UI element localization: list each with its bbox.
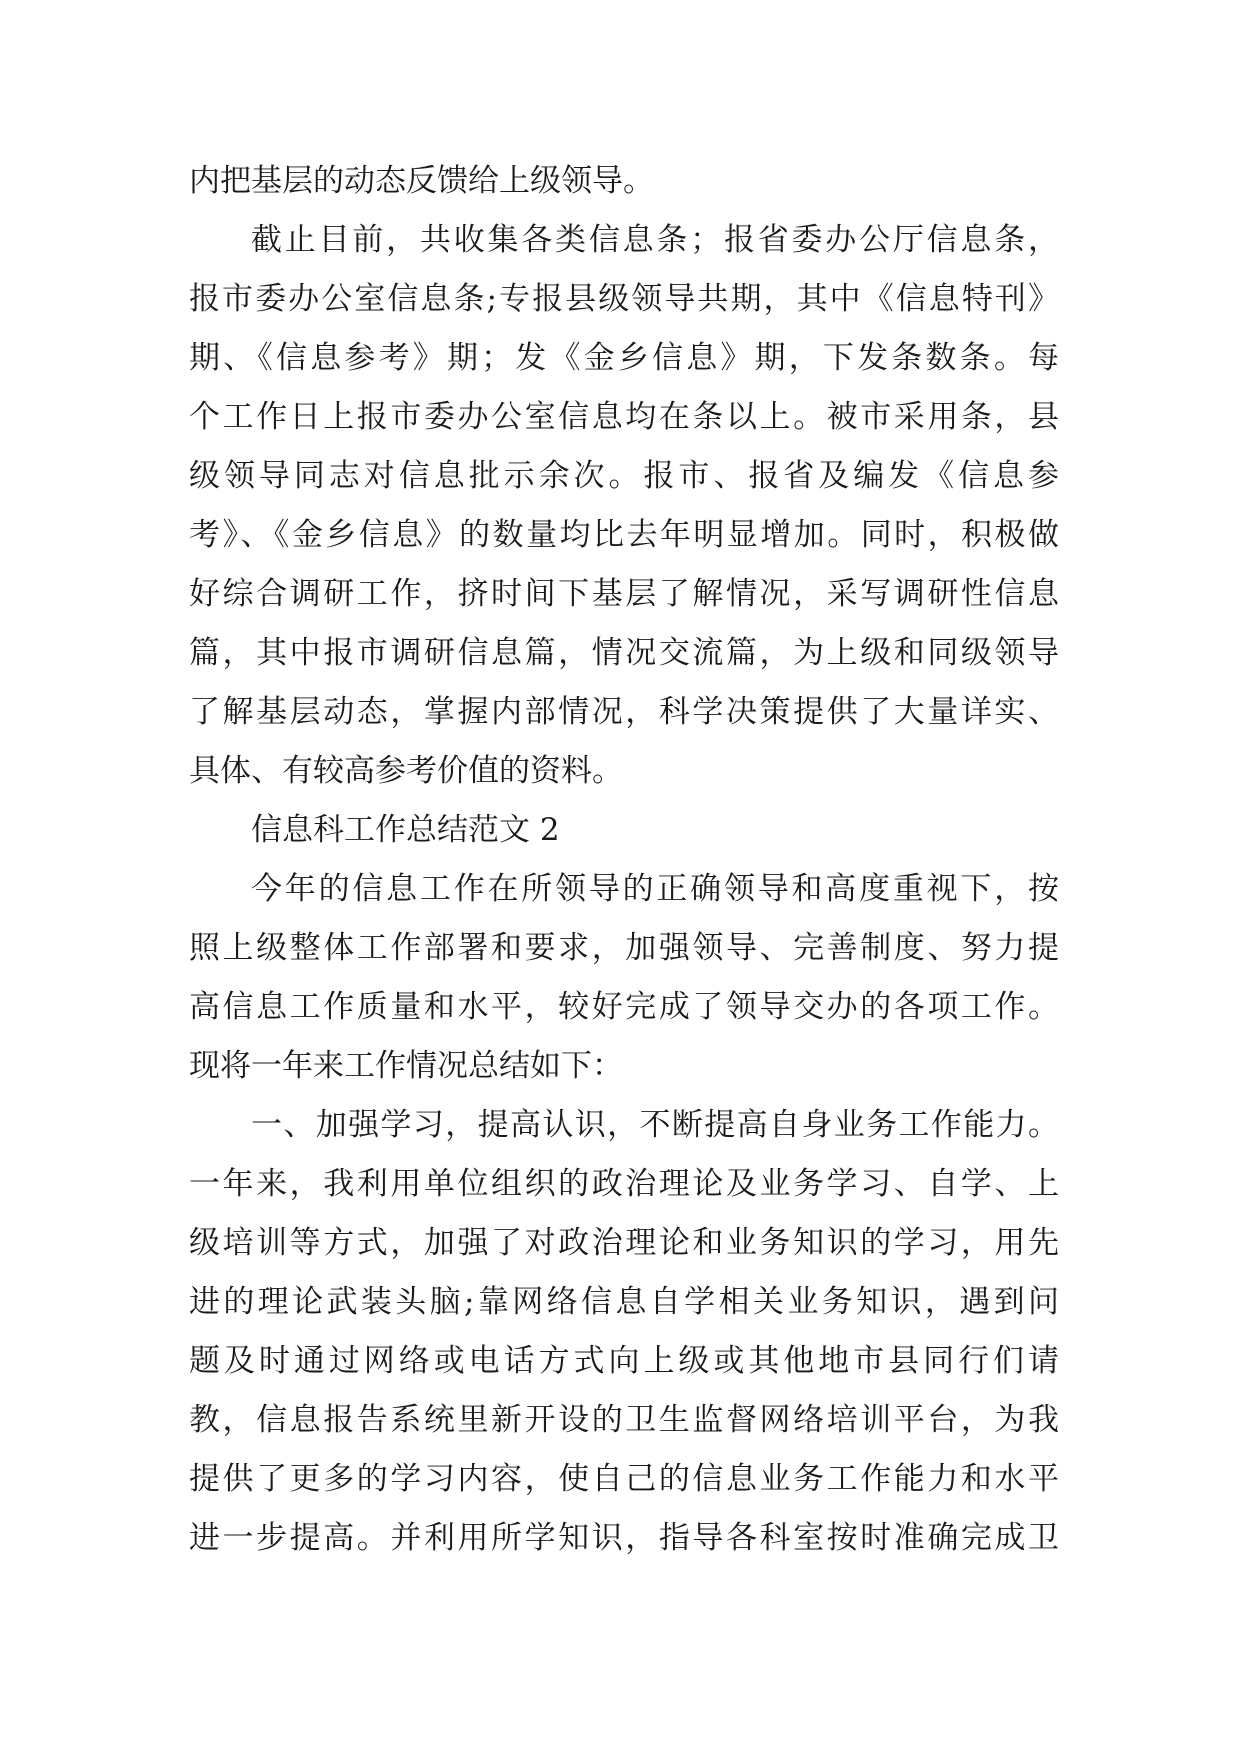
text-line: 个工作日上报市委办公室信息均在条以上。被市采用条，县: [189, 399, 1059, 435]
text-line: 进的理论武装头脑;靠网络信息自学相关业务知识，遇到问: [189, 1284, 1059, 1320]
text-line: 一、加强学习，提高认识，不断提高自身业务工作能力。: [251, 1107, 1059, 1143]
text-line: 信息科工作总结范文 2: [251, 812, 560, 848]
text-line: 进一步提高。并利用所学知识，指导各科室按时准确完成卫: [189, 1520, 1059, 1556]
text-line: 篇，其中报市调研信息篇，情况交流篇，为上级和同级领导: [189, 635, 1059, 671]
text-line: 照上级整体工作部署和要求，加强领导、完善制度、努力提: [189, 930, 1059, 966]
text-line: 现将一年来工作情况总结如下：: [189, 1048, 623, 1084]
document-body: [189, 152, 1059, 1568]
text-line: 题及时通过网络或电话方式向上级或其他地市县同行们请: [189, 1343, 1059, 1379]
text-line: 报市委办公室信息条;专报县级领导共期，其中《信息特刊》: [189, 281, 1059, 317]
text-line: 提供了更多的学习内容，使自己的信息业务工作能力和水平: [189, 1461, 1059, 1497]
text-line: 一年来，我利用单位组织的政治理论及业务学习、自学、上: [189, 1166, 1059, 1202]
text-line: 级培训等方式，加强了对政治理论和业务知识的学习，用先: [189, 1225, 1059, 1261]
text-line: 截止目前，共收集各类信息条；报省委办公厅信息条，: [251, 222, 1059, 258]
text-line: 教，信息报告系统里新开设的卫生监督网络培训平台，为我: [189, 1402, 1059, 1438]
text-line: 高信息工作质量和水平，较好完成了领导交办的各项工作。: [189, 989, 1059, 1025]
text-line: 了解基层动态，掌握内部情况，科学决策提供了大量详实、: [189, 694, 1059, 730]
text-line: 级领导同志对信息批示余次。报市、报省及编发《信息参: [189, 458, 1059, 494]
text-line: 今年的信息工作在所领导的正确领导和高度重视下，按: [251, 871, 1059, 907]
text-line: 期、《信息参考》期；发《金乡信息》期，下发条数条。每: [189, 340, 1059, 376]
text-line: 内把基层的动态反馈给上级领导。: [189, 163, 654, 199]
text-line: 具体、有较高参考价值的资料。: [189, 753, 623, 789]
text-line: 考》、《金乡信息》的数量均比去年明显增加。同时，积极做: [189, 517, 1059, 553]
text-line: 好综合调研工作，挤时间下基层了解情况，采写调研性信息: [189, 576, 1059, 612]
